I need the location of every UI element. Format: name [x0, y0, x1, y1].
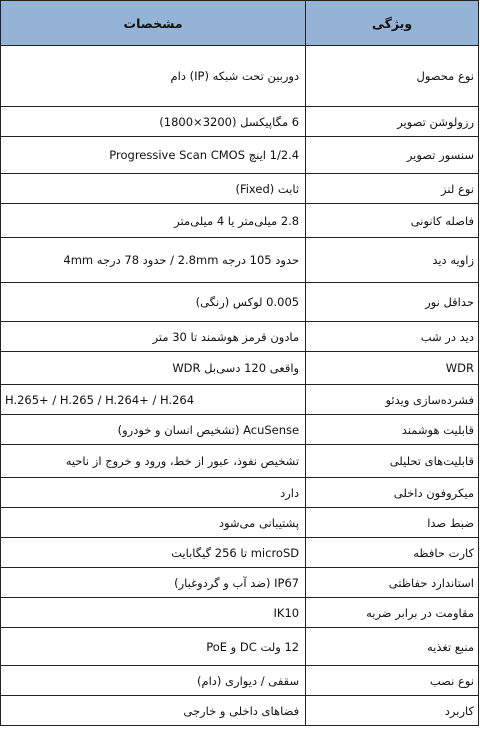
spec-cell: IK10	[1, 598, 306, 628]
spec-cell: AcuSense (تشخیص انسان و خودرو)	[1, 415, 306, 445]
table-row	[1, 238, 479, 283]
spec-cell: مادون قرمز هوشمند تا 30 متر	[1, 322, 306, 352]
table-row	[1, 598, 479, 628]
feature-cell: ضبط صدا	[306, 508, 479, 538]
feature-cell: قابلیت‌های تحلیلی	[306, 445, 479, 478]
table-row	[1, 352, 479, 385]
feature-cell: دید در شب	[306, 322, 479, 352]
table-row	[1, 508, 479, 538]
table-row	[1, 666, 479, 696]
spec-cell: پشتیبانی می‌شود	[1, 508, 306, 538]
table-row	[1, 107, 479, 137]
table-row	[1, 322, 479, 352]
spec-cell: H.265+ / H.265 / H.264+ / H.264	[1, 385, 306, 415]
spec-cell: حدود 105 درجه 2.8mm / حدود 78 درجه 4mm	[1, 238, 306, 283]
spec-cell: 6 مگاپیکسل (3200×1800)	[1, 107, 306, 137]
feature-cell: سنسور تصویر	[306, 137, 479, 174]
table-row	[1, 478, 479, 508]
feature-cell: استاندارد حفاظتی	[306, 568, 479, 598]
feature-cell: فاصله کانونی	[306, 204, 479, 238]
spec-cell: سقفی / دیواری (دام)	[1, 666, 306, 696]
table-row	[1, 283, 479, 322]
table-row	[1, 137, 479, 174]
feature-cell: WDR	[306, 352, 479, 385]
table-row	[1, 445, 479, 478]
spec-cell: 0.005 لوکس (رنگی)	[1, 283, 306, 322]
spec-cell: IP67 (ضد آب و گردوغبار)	[1, 568, 306, 598]
header-spec: مشخصات	[1, 1, 306, 46]
spec-cell: فضاهای داخلی و خارجی	[1, 696, 306, 726]
table-row	[1, 46, 479, 107]
spec-cell: 1/2.4 اینچ Progressive Scan CMOS	[1, 137, 306, 174]
table-row	[1, 415, 479, 445]
spec-cell: microSD تا 256 گیگابایت	[1, 538, 306, 568]
spec-cell: واقعی 120 دسی‌بل WDR	[1, 352, 306, 385]
table-row	[1, 568, 479, 598]
table-row	[1, 538, 479, 568]
table-row	[1, 385, 479, 415]
spec-cell: دوربین تحت شبکه (IP) دام	[1, 46, 306, 107]
table-header-row	[1, 1, 479, 46]
feature-cell: زاویه دید	[306, 238, 479, 283]
feature-cell: نوع محصول	[306, 46, 479, 107]
spec-cell: تشخیص نفوذ، عبور از خط، ورود و خروج از ناحیه	[1, 445, 306, 478]
spec-cell: دارد	[1, 478, 306, 508]
feature-cell: منبع تغذیه	[306, 628, 479, 666]
feature-cell: نوع نصب	[306, 666, 479, 696]
feature-cell: میکروفون داخلی	[306, 478, 479, 508]
feature-cell: قابلیت هوشمند	[306, 415, 479, 445]
header-feature: ویژگی	[306, 1, 479, 46]
feature-cell: فشرده‌سازی ویدئو	[306, 385, 479, 415]
feature-cell: مقاومت در برابر ضربه	[306, 598, 479, 628]
feature-cell: کاربرد	[306, 696, 479, 726]
feature-cell: حداقل نور	[306, 283, 479, 322]
feature-cell: نوع لنز	[306, 174, 479, 204]
feature-cell: رزولوشن تصویر	[306, 107, 479, 137]
table-row	[1, 204, 479, 238]
spec-cell: ثابت (Fixed)	[1, 174, 306, 204]
spec-cell: 12 ولت DC و PoE	[1, 628, 306, 666]
table-row	[1, 696, 479, 726]
spec-cell: 2.8 میلی‌متر یا 4 میلی‌متر	[1, 204, 306, 238]
feature-cell: کارت حافظه	[306, 538, 479, 568]
table-row	[1, 174, 479, 204]
table-row	[1, 628, 479, 666]
